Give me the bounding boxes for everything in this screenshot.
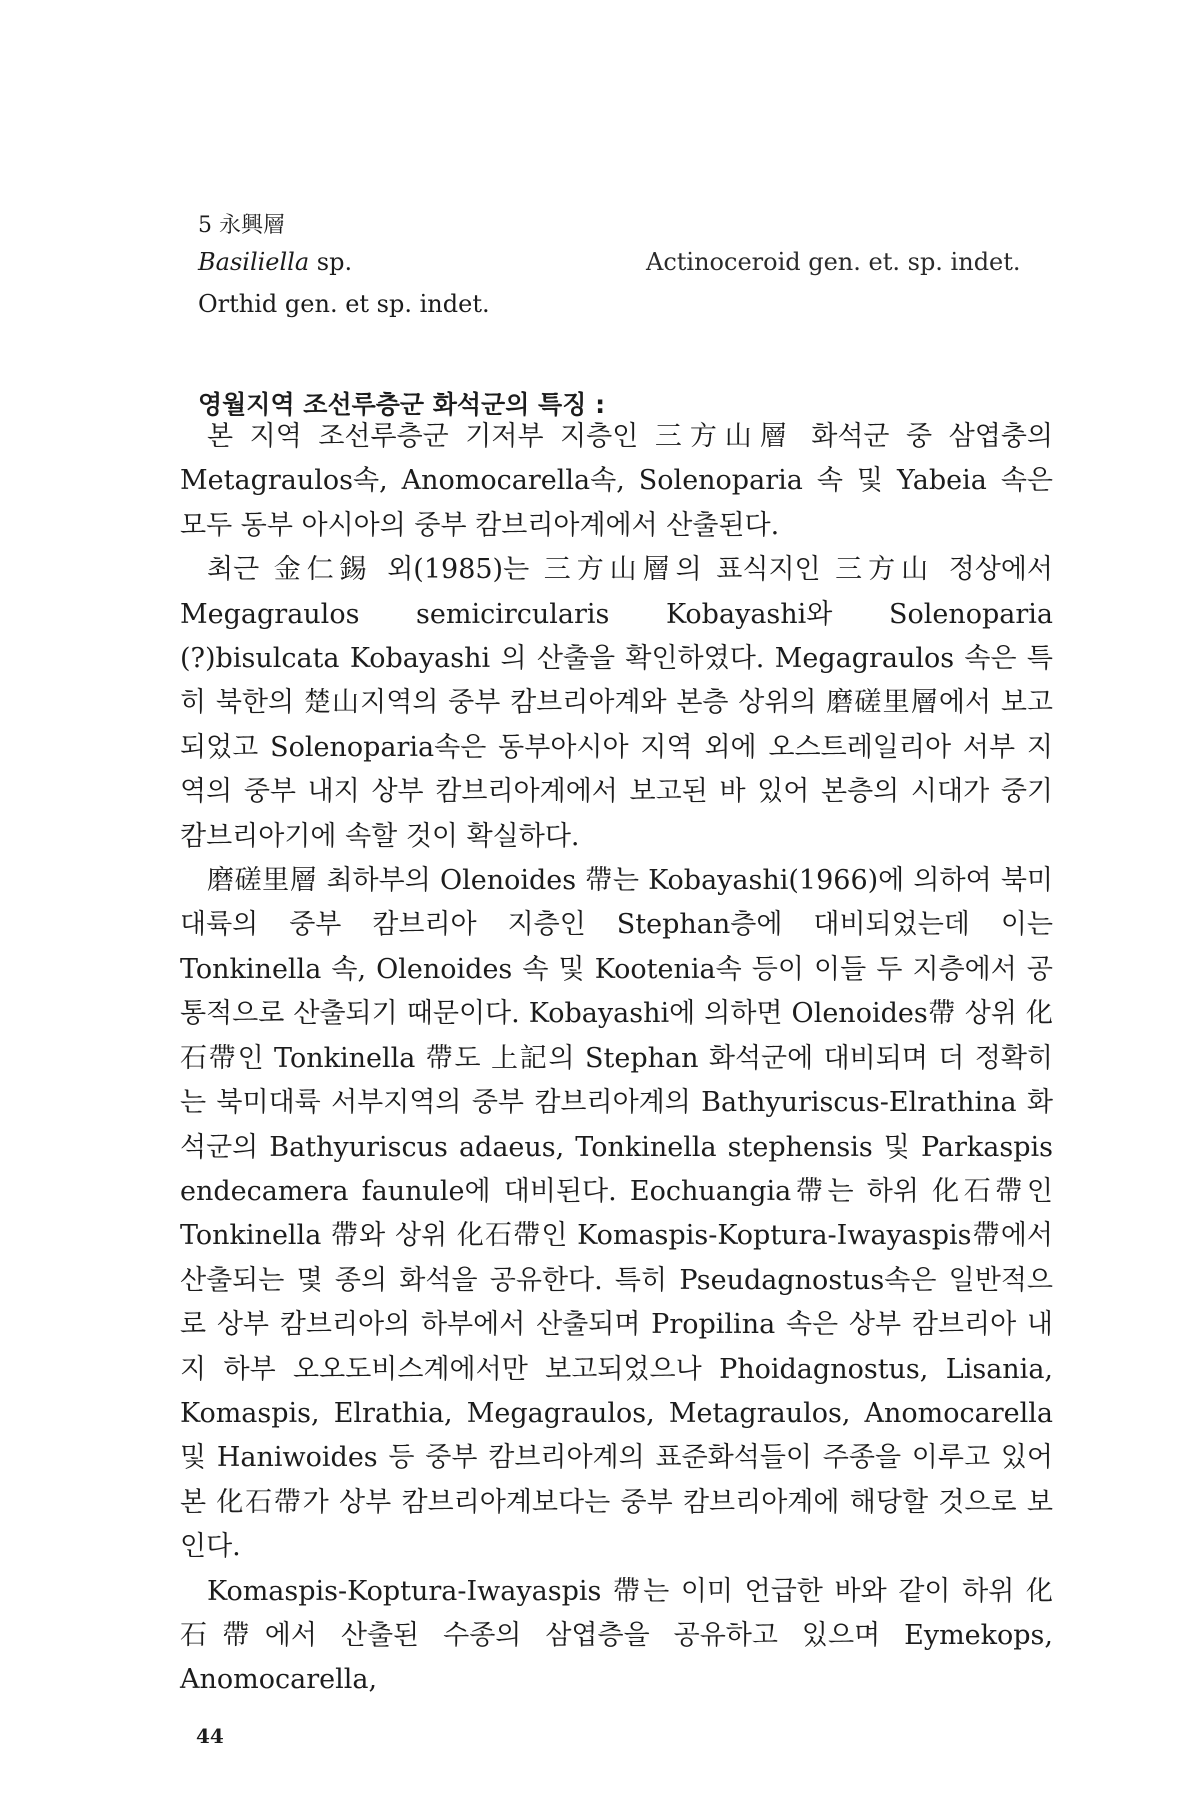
- taxon-basiliella: [198, 248, 352, 276]
- taxon-actinoceroid: Actinoceroid gen. et. sp. indet.: [646, 248, 1021, 276]
- section-title: 영월지역 조선루층군 화석군의 특징 :: [198, 390, 606, 419]
- page-number: 44: [196, 1724, 224, 1748]
- paragraph: Komaspis-Koptura-Iwayaspis 帶는 이미 언급한 바와 같이 하위 化石帶에서 산출된 수종의 삼엽층을 공유하고 있으며 Eymekops, Anomocarella,: [180, 1575, 1053, 1696]
- taxon-orthid: Orthid gen. et sp. indet.: [198, 290, 490, 318]
- formation-heading: 5 永興層: [198, 213, 285, 238]
- paragraph: 磨磋里層 최하부의 Olenoides 帶는 Kobayashi(1966)에 의하여 북미 대륙의 중부 캄브리아 지층인 Stephan층에 대비되었는데 이는 Tonkinella 속, Olenoides 속 및 Kootenia속 등이 이들 두 지층에서 공통적으로 산출되기 때문이다. Kobayashi에 의하면 Olenoides帶 상위 化石帶인 Tonkinella 帶도 上記의 Stephan 화석군에 대비되며 더 정확히는 북미대륙 서부지역의 중부 캄브리아계의 Bathyuriscus-Elrathina 화석군의 Bathyuriscus adaeus, Tonkinella stephensis 및 Parkaspis endecamera faunule에 대비된다. Eochuangia帶는 하위 化石帶인 Tonkinella 帶와 상위 化石帶인 Komaspis-Koptura-Iwayaspis帶에서 산출되는 몇 종의 화석을 공유한다. 특히 Pseudagnostus속은 일반적으로 상부 캄브리아의 하부에서 산출되며 Propilina 속은 상부 캄브리아 내지 하부 오오도비스계에서만 보고되었으나 Phoidagnostus, Lisania, Komaspis, Elrathia, Megagraulos, Metagraulos, Anomocarella 및 Haniwoides 등 중부 캄브리아계의 표준화석들이 주종을 이루고 있어 본 化石帶가 상부 캄브리아계보다는 중부 캄브리아계에 해당할 것으로 보인다.: [180, 865, 1053, 1563]
- body-text: [180, 415, 1053, 1703]
- paragraph: 최근 金仁錫 외(1985)는 三方山層의 표식지인 三方山 정상에서 Megagraulos semicircularis Kobayashi와 Solenoparia (?)bisulcata Kobayashi 의 산출을 확인하였다. Megagraulos 속은 특히 북한의 楚山지역의 중부 캄브리아계와 본층 상위의 磨磋里層에서 보고되었고 Solenoparia속은 동부아시아 지역 외에 오스트레일리아 서부 지역의 중부 내지 상부 캄브리아계에서 보고된 바 있어 본층의 시대가 중기 캄브리아기에 속할 것이 확실하다.: [180, 554, 1053, 852]
- taxon-rank: sp.: [309, 248, 353, 276]
- taxon-genus-name: Basiliella: [198, 248, 310, 276]
- paragraph: 본 지역 조선루층군 기저부 지층인 三方山層 화석군 중 삼엽충의 Metagraulos속, Anomocarella속, Solenoparia 속 및 Yabeia 속은 모두 동부 아시아의 중부 캄브리아계에서 산출된다.: [180, 421, 1053, 541]
